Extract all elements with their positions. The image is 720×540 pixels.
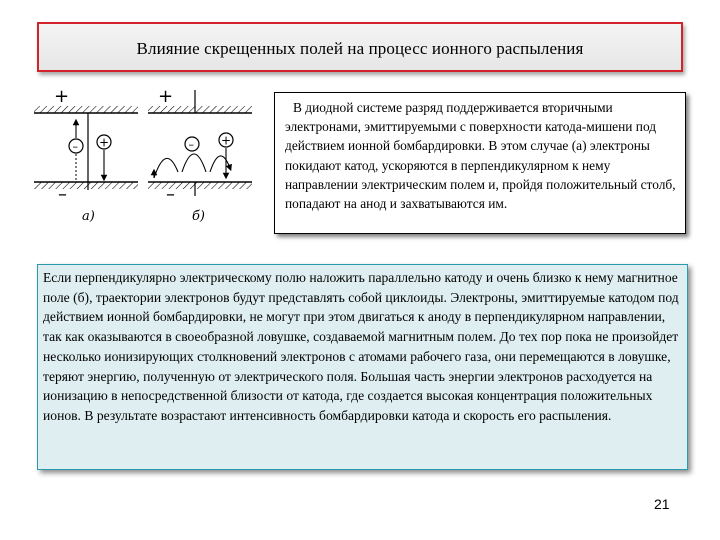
magnetic-field-paragraph: Если перпендикулярно электрическому полю наложить параллельно катоду и очень близко к нему магнитное поле (б), траектории электронов будут представлять собой циклоиды. Электроны, эмиттируемые катодом под действием ионной бомбардировки, не могут при этом двигаться к аноду в перпендикулярном направлении, так как оказываются в своеобразной ловушке, создаваемой магнитным полем. До тех пор пока не произойдет несколько ионизирующих столкновений электронов с атомами рабочего газа, они перемещаются в ловушке, теряют энергию, полученную от электрического поля. Большая часть энергии электронов расходуется на ионизацию в непосредственной близости от катода, где создается высокая концентрация положительных ионов. В результате возрастают интенсивность бомбардировки катода и скорость его распыления. <box>43 270 679 423</box>
cathode-hatch-b <box>148 182 252 189</box>
slide-title: Влияние скрещенных полей на процесс ионного распыления <box>136 39 584 58</box>
anode-hatch-a <box>34 106 138 113</box>
page-number: 21 <box>654 496 670 512</box>
anode-sign-b: + <box>158 86 174 107</box>
cycloid-trajectory-b <box>154 154 230 178</box>
diode-system-text-box <box>274 92 686 234</box>
anode-sign-a: + <box>54 86 70 107</box>
cathode-hatch-a <box>34 182 138 189</box>
magnetic-field-text-box <box>37 264 688 470</box>
diagram-svg <box>30 80 260 240</box>
electron-sign-a: – <box>72 140 78 153</box>
electron-sign-b: – <box>188 138 194 151</box>
title-box <box>37 22 683 72</box>
cathode-sign-a: – <box>58 184 67 205</box>
diagram-a <box>34 86 138 224</box>
ion-sign-b: + <box>221 133 232 148</box>
anode-hatch-b <box>148 106 252 113</box>
cathode-sign-b: – <box>166 184 175 205</box>
diode-system-paragraph: В диодной системе разряд поддерживается вторичными электронами, эмиттируемыми с поверхности катода-мишени под действием ионной бомбардировки. В этом случае (а) электроны покидают катод, ускоряются в перпендикулярном к нему направлении электрическим полем и, пройдя положительный столб, попадают на анод и захватываются им. <box>285 100 676 212</box>
ion-sign-a: + <box>99 135 110 150</box>
diagram-b <box>148 86 252 224</box>
label-b: б) <box>192 209 206 224</box>
label-a: a) <box>82 209 95 224</box>
electrode-diagram <box>30 80 260 240</box>
